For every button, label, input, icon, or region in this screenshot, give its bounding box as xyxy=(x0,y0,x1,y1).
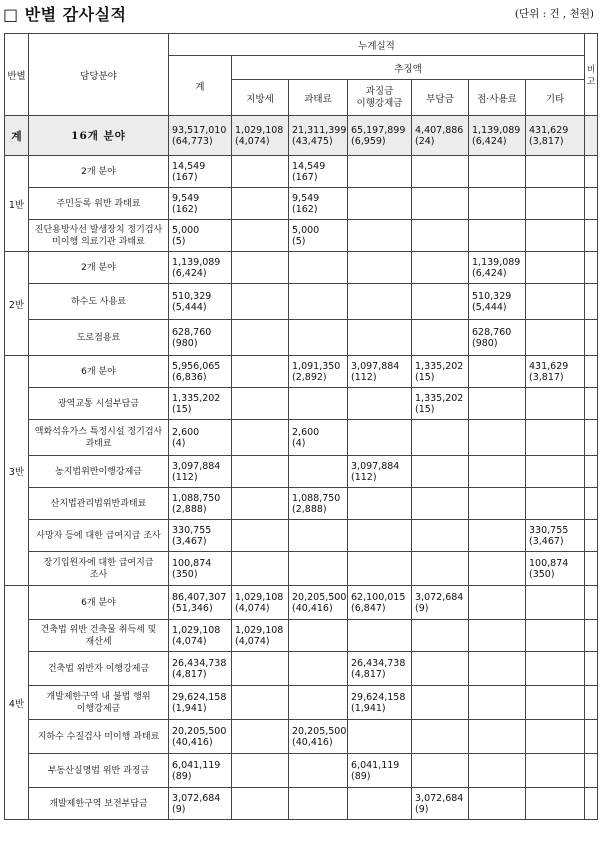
cell-fine xyxy=(289,754,348,788)
cell-remark xyxy=(585,188,598,220)
cell-fine: 2,600 (4) xyxy=(289,420,348,456)
total-fine: 21,311,399 (43,475) xyxy=(289,116,348,156)
cell-remark xyxy=(585,156,598,188)
cell-total: 330,755 (3,467) xyxy=(169,520,232,552)
cell-charge: 1,335,202 (15) xyxy=(412,356,469,388)
cell-fine: 20,205,500 (40,416) xyxy=(289,586,348,620)
cell-charge xyxy=(412,188,469,220)
cell-penalty: 3,097,884 (112) xyxy=(348,356,412,388)
header-ban: 반별 xyxy=(5,34,29,116)
header-fine: 과태료 xyxy=(289,80,348,116)
cell-fine: 14,549 (167) xyxy=(289,156,348,188)
cell-usage-fee xyxy=(469,586,526,620)
cell-other xyxy=(526,188,585,220)
header-remark: 비고 xyxy=(585,34,598,116)
cell-penalty xyxy=(348,720,412,754)
total-penalty: 65,197,899 (6,959) xyxy=(348,116,412,156)
cell-fine xyxy=(289,652,348,686)
cell-total: 3,097,884 (112) xyxy=(169,456,232,488)
cell-other xyxy=(526,488,585,520)
cell-usage-fee xyxy=(469,456,526,488)
cell-fine: 20,205,500 (40,416) xyxy=(289,720,348,754)
cell-remark xyxy=(585,586,598,620)
table-row xyxy=(5,388,598,420)
total-charge: 4,407,886 (24) xyxy=(412,116,469,156)
header-collection: 추징액 xyxy=(232,56,585,80)
cell-charge xyxy=(412,488,469,520)
cell-fine: 1,091,350 (2,892) xyxy=(289,356,348,388)
cell-fine xyxy=(289,320,348,356)
cell-other xyxy=(526,284,585,320)
cell-local-tax xyxy=(232,252,289,284)
cell-penalty xyxy=(348,788,412,820)
cell-usage-fee xyxy=(469,552,526,586)
table-row xyxy=(5,754,598,788)
cell-fine: 1,088,750 (2,888) xyxy=(289,488,348,520)
cell-charge xyxy=(412,686,469,720)
cell-charge xyxy=(412,520,469,552)
cell-remark xyxy=(585,284,598,320)
table-row xyxy=(5,686,598,720)
cell-remark xyxy=(585,686,598,720)
table-row xyxy=(5,520,598,552)
field-label: 건축법 위반자 이행강제금 xyxy=(29,652,169,686)
cell-other xyxy=(526,720,585,754)
cell-local-tax xyxy=(232,720,289,754)
table-row xyxy=(5,720,598,754)
cell-penalty: 3,097,884 (112) xyxy=(348,456,412,488)
cell-usage-fee: 510,329 (5,444) xyxy=(469,284,526,320)
table-row xyxy=(5,252,598,284)
cell-other xyxy=(526,320,585,356)
cell-other: 431,629 (3,817) xyxy=(526,356,585,388)
cell-remark xyxy=(585,652,598,686)
cell-remark xyxy=(585,320,598,356)
cell-other xyxy=(526,788,585,820)
header-local-tax: 지방세 xyxy=(232,80,289,116)
table-row xyxy=(5,788,598,820)
table-row xyxy=(5,220,598,252)
cell-penalty: 6,041,119 (89) xyxy=(348,754,412,788)
header-usage-fee: 점·사용료 xyxy=(469,80,526,116)
cell-other: 330,755 (3,467) xyxy=(526,520,585,552)
header-field: 담당분야 xyxy=(29,34,169,116)
cell-charge: 3,072,684 (9) xyxy=(412,788,469,820)
cell-usage-fee xyxy=(469,488,526,520)
cell-fine xyxy=(289,388,348,420)
cell-local-tax: 1,029,108 (4,074) xyxy=(232,586,289,620)
field-label: 2개 분야 xyxy=(29,156,169,188)
cell-total: 5,000 (5) xyxy=(169,220,232,252)
table-row xyxy=(5,488,598,520)
total-field: 16개 분야 xyxy=(29,116,169,156)
cell-remark xyxy=(585,754,598,788)
header-other: 기타 xyxy=(526,80,585,116)
cell-local-tax xyxy=(232,420,289,456)
cell-charge xyxy=(412,720,469,754)
cell-fine xyxy=(289,252,348,284)
cell-other xyxy=(526,420,585,456)
cell-total: 510,329 (5,444) xyxy=(169,284,232,320)
cell-local-tax xyxy=(232,754,289,788)
cell-local-tax xyxy=(232,488,289,520)
cell-remark xyxy=(585,456,598,488)
cell-penalty: 26,434,738 (4,817) xyxy=(348,652,412,686)
cell-usage-fee: 1,139,089 (6,424) xyxy=(469,252,526,284)
cell-usage-fee xyxy=(469,686,526,720)
field-label: 하수도 사용료 xyxy=(29,284,169,320)
field-label: 주민등록 위반 과태료 xyxy=(29,188,169,220)
cell-charge xyxy=(412,552,469,586)
table-row xyxy=(5,552,598,586)
total-usage-fee: 1,139,089 (6,424) xyxy=(469,116,526,156)
cell-penalty xyxy=(348,284,412,320)
field-label: 액화석유가스 특정시설 정기검사 과태료 xyxy=(29,420,169,456)
field-label: 진단용방사선 발생장치 정기검사 미이행 의료기관 과태료 xyxy=(29,220,169,252)
cell-remark xyxy=(585,220,598,252)
cell-remark xyxy=(585,388,598,420)
total-row xyxy=(5,116,598,156)
field-label: 사망자 등에 대한 급여지급 조사 xyxy=(29,520,169,552)
page-title: □ 반별 감사실적 xyxy=(3,5,127,24)
table-row xyxy=(5,586,598,620)
cell-remark xyxy=(585,620,598,652)
cell-fine xyxy=(289,456,348,488)
cell-remark xyxy=(585,356,598,388)
cell-other xyxy=(526,620,585,652)
field-label: 농지법위반이행강제금 xyxy=(29,456,169,488)
cell-penalty: 29,624,158 (1,941) xyxy=(348,686,412,720)
header-cumulative: 누계실적 xyxy=(169,34,585,56)
cell-total: 26,434,738 (4,817) xyxy=(169,652,232,686)
cell-fine xyxy=(289,552,348,586)
cell-penalty xyxy=(348,552,412,586)
table-row xyxy=(5,320,598,356)
cell-usage-fee xyxy=(469,356,526,388)
cell-charge: 1,335,202 (15) xyxy=(412,388,469,420)
total-total: 93,517,010 (64,773) xyxy=(169,116,232,156)
ban-label: 4반 xyxy=(5,586,29,820)
cell-charge xyxy=(412,284,469,320)
cell-usage-fee: 628,760 (980) xyxy=(469,320,526,356)
cell-total: 5,956,065 (6,836) xyxy=(169,356,232,388)
cell-other xyxy=(526,586,585,620)
cell-total: 29,624,158 (1,941) xyxy=(169,686,232,720)
cell-local-tax xyxy=(232,652,289,686)
field-label: 6개 분야 xyxy=(29,586,169,620)
cell-remark xyxy=(585,520,598,552)
field-label: 개발제한구역 보전부담금 xyxy=(29,788,169,820)
cell-charge xyxy=(412,456,469,488)
field-label: 장기입원자에 대한 급여지급 조사 xyxy=(29,552,169,586)
cell-local-tax xyxy=(232,284,289,320)
field-label: 도로점용료 xyxy=(29,320,169,356)
cell-remark xyxy=(585,788,598,820)
cell-total: 14,549 (167) xyxy=(169,156,232,188)
cell-total: 9,549 (162) xyxy=(169,188,232,220)
cell-remark xyxy=(585,552,598,586)
cell-total: 6,041,119 (89) xyxy=(169,754,232,788)
cell-remark xyxy=(585,420,598,456)
cell-other xyxy=(526,252,585,284)
cell-total: 1,029,108 (4,074) xyxy=(169,620,232,652)
cell-fine xyxy=(289,788,348,820)
cell-other xyxy=(526,220,585,252)
cell-usage-fee xyxy=(469,720,526,754)
cell-usage-fee xyxy=(469,420,526,456)
cell-fine: 9,549 (162) xyxy=(289,188,348,220)
cell-local-tax: 1,029,108 (4,074) xyxy=(232,620,289,652)
cell-charge xyxy=(412,220,469,252)
cell-charge xyxy=(412,620,469,652)
total-label: 계 xyxy=(5,116,29,156)
cell-remark xyxy=(585,488,598,520)
ban-label: 3반 xyxy=(5,356,29,586)
cell-other: 100,874 (350) xyxy=(526,552,585,586)
cell-usage-fee xyxy=(469,188,526,220)
cell-local-tax xyxy=(232,388,289,420)
field-label: 개발제한구역 내 불법 행위 이행강제금 xyxy=(29,686,169,720)
cell-penalty xyxy=(348,520,412,552)
cell-fine xyxy=(289,620,348,652)
cell-total: 1,088,750 (2,888) xyxy=(169,488,232,520)
cell-penalty xyxy=(348,488,412,520)
cell-local-tax xyxy=(232,686,289,720)
cell-penalty xyxy=(348,320,412,356)
cell-charge xyxy=(412,652,469,686)
ban-label: 1반 xyxy=(5,156,29,252)
cell-fine xyxy=(289,520,348,552)
header-charge: 부담금 xyxy=(412,80,469,116)
cell-total: 1,335,202 (15) xyxy=(169,388,232,420)
field-label: 2개 분야 xyxy=(29,252,169,284)
cell-usage-fee xyxy=(469,754,526,788)
table-row xyxy=(5,420,598,456)
cell-total: 1,139,089 (6,424) xyxy=(169,252,232,284)
cell-penalty xyxy=(348,252,412,284)
cell-penalty xyxy=(348,220,412,252)
cell-other xyxy=(526,388,585,420)
cell-usage-fee xyxy=(469,220,526,252)
cell-usage-fee xyxy=(469,520,526,552)
cell-local-tax xyxy=(232,520,289,552)
cell-usage-fee xyxy=(469,388,526,420)
cell-penalty xyxy=(348,188,412,220)
table-body xyxy=(5,116,598,820)
cell-usage-fee xyxy=(469,652,526,686)
cell-total: 628,760 (980) xyxy=(169,320,232,356)
cell-total: 100,874 (350) xyxy=(169,552,232,586)
field-label: 6개 분야 xyxy=(29,356,169,388)
cell-local-tax xyxy=(232,552,289,586)
field-label: 건축법 위반 건축물 취득세 및 재산세 xyxy=(29,620,169,652)
cell-charge: 3,072,684 (9) xyxy=(412,586,469,620)
cell-charge xyxy=(412,420,469,456)
cell-local-tax xyxy=(232,356,289,388)
audit-results-table xyxy=(4,33,598,820)
ban-label: 2반 xyxy=(5,252,29,356)
table-row xyxy=(5,188,598,220)
table-row xyxy=(5,620,598,652)
cell-fine xyxy=(289,686,348,720)
cell-local-tax xyxy=(232,188,289,220)
cell-fine xyxy=(289,284,348,320)
cell-charge xyxy=(412,754,469,788)
cell-penalty xyxy=(348,388,412,420)
header-total: 계 xyxy=(169,56,232,116)
table-row xyxy=(5,652,598,686)
cell-local-tax xyxy=(232,456,289,488)
page-header xyxy=(0,0,600,32)
cell-usage-fee xyxy=(469,620,526,652)
cell-charge xyxy=(412,320,469,356)
cell-remark xyxy=(585,252,598,284)
cell-usage-fee xyxy=(469,156,526,188)
field-label: 광역교통 시설부담금 xyxy=(29,388,169,420)
header-penalty: 과징금 이행강제금 xyxy=(348,80,412,116)
unit-label: (단위 : 건 , 천원) xyxy=(514,8,594,20)
cell-other xyxy=(526,456,585,488)
cell-total: 86,407,307 (51,346) xyxy=(169,586,232,620)
cell-remark xyxy=(585,720,598,754)
table-row xyxy=(5,284,598,320)
cell-local-tax xyxy=(232,220,289,252)
total-local-tax: 1,029,108 (4,074) xyxy=(232,116,289,156)
cell-penalty: 62,100,015 (6,847) xyxy=(348,586,412,620)
cell-other xyxy=(526,686,585,720)
cell-charge xyxy=(412,252,469,284)
cell-charge xyxy=(412,156,469,188)
cell-fine: 5,000 (5) xyxy=(289,220,348,252)
cell-total: 20,205,500 (40,416) xyxy=(169,720,232,754)
cell-penalty xyxy=(348,156,412,188)
cell-local-tax xyxy=(232,320,289,356)
cell-local-tax xyxy=(232,156,289,188)
cell-other xyxy=(526,652,585,686)
field-label: 산지법관리법위반과태료 xyxy=(29,488,169,520)
total-other: 431,629 (3,817) xyxy=(526,116,585,156)
cell-total: 2,600 (4) xyxy=(169,420,232,456)
table-row xyxy=(5,456,598,488)
table-row xyxy=(5,356,598,388)
cell-other xyxy=(526,156,585,188)
cell-other xyxy=(526,754,585,788)
cell-usage-fee xyxy=(469,788,526,820)
cell-total: 3,072,684 (9) xyxy=(169,788,232,820)
total-remark xyxy=(585,116,598,156)
cell-local-tax xyxy=(232,788,289,820)
cell-penalty xyxy=(348,620,412,652)
field-label: 부동산실명법 위반 과징금 xyxy=(29,754,169,788)
field-label: 지하수 수질검사 미이행 과태료 xyxy=(29,720,169,754)
cell-penalty xyxy=(348,420,412,456)
table-row xyxy=(5,156,598,188)
